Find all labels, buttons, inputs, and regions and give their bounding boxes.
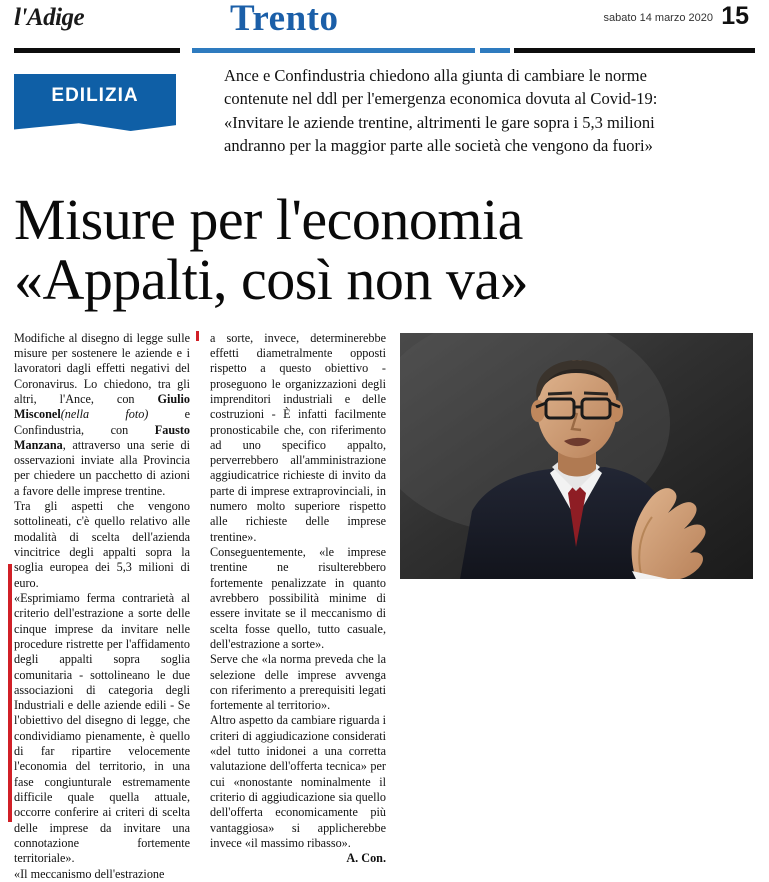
article-standfirst [224,64,751,158]
article-kicker: EDILIZIA [14,74,176,118]
article-intro [14,64,755,176]
publication-logo: l'Adige [14,4,85,31]
rule-segment-right [514,48,755,53]
body-paragraph: Tra gli aspetti che vengono sottolineati, c'è quello relativo alle modalità di scelta dell'azienda vincitrice degli appalti sopra la soglia europea dei 5,3 milioni di euro. [14,499,190,590]
masthead [14,0,755,46]
body-paragraph: Serve che «la norma preveda che la selezione delle imprese avvenga con riferimento a prerequisiti legati fortemente al territorio». [210,652,386,713]
article-headline [14,187,755,313]
publication-date: sabato 14 marzo 2020 [603,12,713,24]
body-paragraph: «Esprimiamo ferma contrarietà al criterio dell'estrazione a sorte delle cinque imprese da invitare nelle procedure ristrette per l'affidamento degli appalti sopra soglia comunitaria - sottolineano le due associazioni di categoria degli Industriali e delle aziende edili - Se l'obiettivo del disegno di legge, che condividiamo pienamente, è quello di far ripartire velocemente l'economia del territorio, in una fase congiunturale estremamente difficile quale quella attuale, occorre conferire ai criteri di scelta delle imprese da invitare una connotazione fortemente territoriale». [14,590,190,866]
body-paragraph: a sorte, invece, determinerebbe effetti diametralmente opposti rispetto a questo obiettivo - proseguono le organizzazioni degli imprenditori industriali e delle costruzioni - È infatti facilmente pronosticabile che, con riferimento ad uno specifico appalto, perverrebbero all'amministrazione aggiudicatrice richieste di invito da parte di imprese extraprovinciali, in numero molto superiore rispetto alle richieste delle imprese trentine». [210,330,386,544]
body-paragraph: «Il meccanismo dell'estrazione [14,866,165,881]
rule-segment-blue-small [480,48,510,53]
page-number: 15 [721,2,749,30]
red-accent-tick [196,331,199,341]
standfirst-line-3: «Invitare le aziende trentine, altrimenti le gare sopra i 5,3 milioni [224,112,655,132]
body-paragraph: Altro aspetto da cambiare riguarda i criteri di aggiudicazione considerati «del tutto inidonei a una corretta valutazione dell'offerta tecnica» per cui «nonostante nominalmente il criterio di aggiudicazione sia quello dell'offerta economicamente più vantaggiosa» si applicherebbe invece «il massimo ribasso». [210,713,386,850]
article-byline: A. Con. [346,851,386,866]
masthead-rule [14,48,755,54]
section-title: Trento [230,0,339,39]
photo-illustration [400,333,753,579]
red-accent-bar [8,564,12,822]
body-paragraph: Conseguentemente, «le imprese trentine ne risulterebbero fortemente penalizzate in quanto avrebbero possibilità minime di essere invitate se il meccanismo di scelta fosse quello, tutto casuale, dell'estrazione a sorte». [210,545,386,651]
rule-segment-left [14,48,180,53]
standfirst-line-4: andranno per la maggior parte alle società che vengono da fuori» [224,136,653,156]
standfirst-line-2: contenute nel ddl per l'emergenza economica dovuta al Covid-19: [224,89,658,109]
headline-line-2: «Appalti, così non va» [14,247,529,313]
headline-line-1: Misure per l'economia [14,187,523,252]
article-body [14,330,755,881]
body-column-2 [210,331,386,867]
kicker-tail-decoration [14,118,176,131]
body-column-1 [14,331,190,882]
body-paragraph: Modifiche al disegno di legge sulle misure per sostenere le aziende e i lavoratori dagli effetti negativi del Coronavirus. Lo chiedono, tra gli altri, l'Ance, con Giulio Misconel(nella foto) e Confindustria, con Fausto Manzana, attraverso una serie di osservazioni inviate alla Provincia per chiedere un pacchetto di azioni a favore delle imprese trentine. [14,330,190,498]
article-photo [400,333,753,579]
standfirst-line-1: Ance e Confindustria chiedono alla giunta di cambiare le norme [224,66,647,85]
rule-segment-blue [192,48,475,53]
